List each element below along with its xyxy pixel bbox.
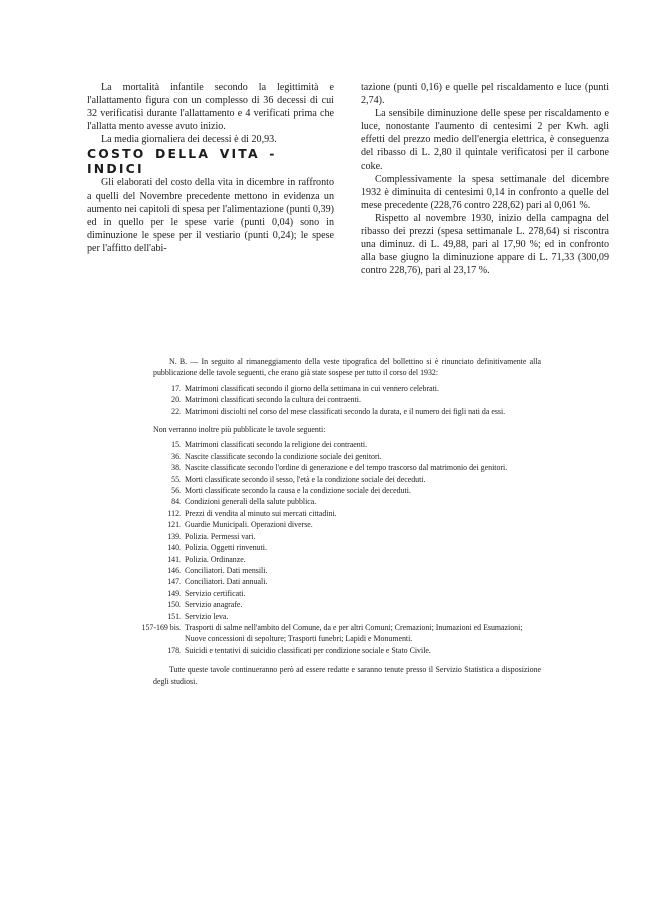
discontinued-tables-list — [141, 439, 541, 656]
table-list-item — [153, 565, 541, 576]
table-description: Polizia. Ordinanze. — [185, 554, 246, 564]
paragraph-infant-mortality: La mortalità infantile secondo la legittimità e l'allattamento figura con un complesso di 36 decessi di cui 32 verificatisi durante l'allattamento e 4 verificati prima che l'allatta mento avesse avuto inizio. — [87, 82, 334, 133]
table-list-item — [153, 383, 541, 394]
table-number: 157-169 bis. — [141, 622, 181, 632]
right-column — [361, 81, 609, 277]
table-list-item — [153, 645, 541, 656]
table-number: 141. — [167, 554, 181, 564]
paragraph-weekly-expense: Complessivamente la spesa settimanale del dicembre 1932 è diminuita di centesimi 0,14 in confronto a quelle del mese precedente (228,76 contro 228,62) pari al 0,061 %. — [361, 173, 609, 211]
table-list-item — [153, 406, 541, 417]
table-description: Conciliatori. Dati annuali. — [185, 577, 268, 587]
table-number: 15. — [171, 440, 181, 450]
paragraph-continuation: tazione (punti 0,16) e quelle pel riscaldamento e luce (punti 2,74). — [361, 82, 609, 107]
table-description: Matrimoni disciolti nel corso del mese classificati secondo la durata, e il numero dei figli nati da essi. — [185, 406, 506, 416]
table-number: 38. — [171, 463, 181, 473]
left-column — [87, 81, 334, 255]
table-description: Guardie Municipali. Operazioni diverse. — [185, 520, 313, 530]
table-number: 112. — [167, 508, 181, 518]
table-description: Prezzi di vendita al minuto sui mercati cittadini. — [185, 508, 337, 518]
table-description: Matrimoni classificati secondo il giorno della settimana in cui vennero celebrati. — [185, 383, 439, 393]
table-description: Servizio anagrafe. — [185, 600, 243, 610]
table-description: Suicidi e tentativi di suicidio classificati per condizione sociale e Stato Civile. — [185, 645, 431, 655]
paragraph-heating-light: La sensibile diminuzione delle spese per riscaldamento e luce, nonostante l'aumento di centesimi 2 per Kwh. agli effetti del prezzo medio dell'energia elettrica, è conseguenza del ribasso di L. 2,80 il quintale verificatosi per il carbone coke. — [361, 108, 609, 172]
table-number: 149. — [167, 588, 181, 598]
table-list-item — [153, 462, 541, 473]
table-description: Polizia. Oggetti rinvenuti. — [185, 543, 267, 553]
table-number: 139. — [167, 531, 181, 541]
table-description: Condizioni generali della salute pubblica. — [185, 497, 317, 507]
table-description: Morti classificate secondo il sesso, l'età e la condizione sociale dei deceduti. — [185, 474, 426, 484]
table-list-item — [153, 599, 541, 610]
table-list-item — [153, 576, 541, 587]
table-number: 22. — [171, 406, 181, 416]
table-list-item — [153, 519, 541, 530]
table-description: Conciliatori. Dati mensili. — [185, 565, 268, 575]
table-number: 146. — [167, 565, 181, 575]
table-number: 121. — [167, 520, 181, 530]
table-number: 178. — [167, 645, 181, 655]
table-description: Nascite classificate secondo la condizione sociale dei genitori. — [185, 451, 382, 461]
table-description: Servizio leva. — [185, 611, 229, 621]
table-description: Nascite classificate secondo l'ordine di generazione e del tempo trascorso dal matrimonio dei genitori. — [185, 463, 508, 473]
table-number: 147. — [167, 577, 181, 587]
table-number: 20. — [171, 395, 181, 405]
table-list-item — [153, 611, 541, 622]
section-heading: COSTO DELLA VITA - INDICI — [87, 146, 277, 177]
paragraph-comparison: Rispetto al novembre 1930, inizio della campagna del ribasso dei prezzi (spesa settimanale L. 278,64) si riscontra una diminuz. di L. 49,88, pari al 17,90 %; ed in confronto alla base giugno la diminuzione appare di L. 71,33 (300,09 contro 228,76), pari al 23,17 %. — [361, 212, 609, 277]
table-list-item — [153, 588, 541, 599]
table-number: 17. — [171, 383, 181, 393]
table-list-item — [153, 439, 541, 450]
table-number: 140. — [167, 543, 181, 553]
table-list-item — [153, 542, 541, 553]
table-list-item — [141, 622, 541, 645]
table-description: Servizio certificati. — [185, 588, 246, 598]
table-list-item — [153, 531, 541, 542]
table-number: 151. — [167, 611, 181, 621]
table-number: 150. — [167, 600, 181, 610]
table-number: 56. — [171, 486, 181, 496]
table-description: Matrimoni classificati secondo la cultura dei contraenti. — [185, 395, 361, 405]
suspended-tables-list — [153, 383, 541, 417]
table-description: Morti classificate secondo la causa e la condizione sociale dei deceduti. — [185, 486, 411, 496]
table-number: 55. — [171, 474, 181, 484]
note-outro: Tutte queste tavole continueranno però ad essere redatte e saranno tenute presso il Servizio Statistica a disposizione degli studiosi. — [153, 665, 541, 686]
table-list-item — [153, 554, 541, 565]
notes-section — [141, 356, 541, 687]
paragraph-cost-of-living: Gli elaborati del costo della vita in dicembre in raffronto a quelli del Novembre precedente mettono in evidenza un aumento nei capitoli di spesa per l'alimentazione (punti 0,39) ed in quello per le spese varie (punti 0,04) sono in diminuzione le spese per il vestiario (punti 0,24); le spese per l'affitto dell'abi- — [87, 177, 334, 254]
table-list-item — [153, 496, 541, 507]
table-description: Matrimoni classificati secondo la religione dei contraenti. — [185, 440, 368, 450]
paragraph-daily-average: La media giornaliera dei decessi è di 20,93. — [101, 134, 277, 146]
table-list-item — [153, 451, 541, 462]
table-list-item — [153, 394, 541, 405]
table-number: 36. — [171, 451, 181, 461]
table-list-item — [153, 485, 541, 496]
table-list-item — [153, 474, 541, 485]
table-list-item — [153, 508, 541, 519]
table-number: 84. — [171, 497, 181, 507]
note-nb: N. B. — In seguito al rimaneggiamento della veste tipografica del bollettino si è rinunciato definitivamente alla pubblicazione delle tavole seguenti, che erano già state sospese per tutto il corso del 1932: — [153, 357, 541, 378]
table-description: Trasporti di salme nell'ambito del Comune, da e per altri Comuni; Cremazioni; Inumazioni ed Esumazioni; Nuove concessioni di sepolture; Trasporti funebri; Lapidi e Monumenti. — [185, 622, 523, 644]
table-description: Polizia. Permessi vari. — [185, 531, 256, 541]
note-intro-discontinued: Non verranno inoltre più pubblicate le tavole seguenti: — [153, 425, 326, 435]
